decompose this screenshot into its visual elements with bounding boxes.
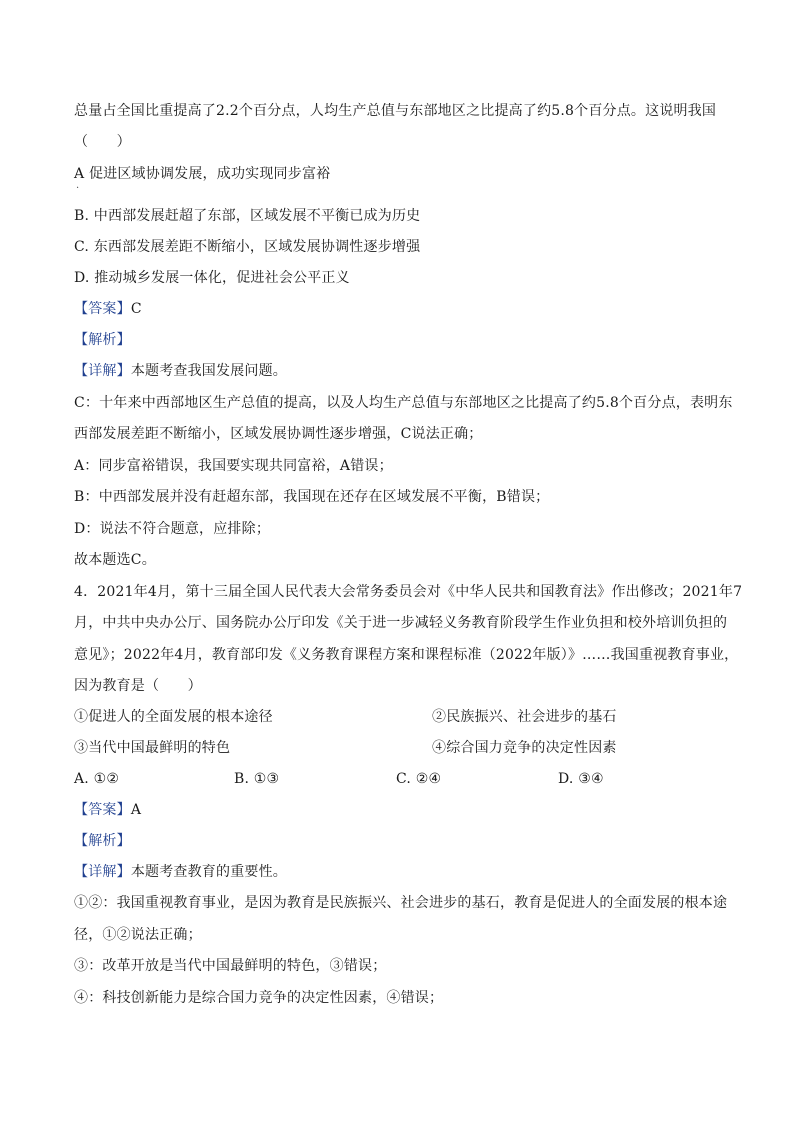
q4-option-d: D. ③④ [558,771,604,787]
q4-explain-line: ③：改革开放是当代中国最鲜明的特色，③错误； [74,958,387,974]
q3-answer-line [74,299,734,319]
q3-explain-line: D：说法不符合题意，应排除； [74,521,271,537]
q4-item-4: ④综合国力竞争的决定性因素 [432,740,617,756]
q3-analysis-tag: 【解析】 [74,332,131,348]
q4-items-row-1 [74,707,734,727]
q3-option-d: D. 推动城乡发展一体化，促进社会公平正义 [74,270,350,286]
q4-detail-line [74,862,734,882]
q4-detail-tag: 【详解】 [74,864,131,880]
q4-detail-text: 本题考查教育的重要性。 [130,864,288,880]
q3-option-a: A 促进区域协调发展，成功实现同步富裕 [74,166,331,182]
q4-option-a: A. ①② [74,771,120,787]
q4-answer-line [74,800,734,820]
q3-detail-tag: 【详解】 [74,363,131,379]
q3-detail-text: 本题考查我国发展问题。 [130,363,288,379]
q3-answer-value: C [130,301,142,317]
q4-explain-line: ④：科技创新能力是综合国力竞争的决定性因素，④错误； [74,990,444,1006]
q3-explain-line: 西部发展差距不断缩小，区域发展协调性逐步增强，C说法正确； [74,426,483,442]
q3-stem-line-1: 总量占全国比重提高了2.2个百分点，人均生产总值与东部地区之比提高了约5.8个百分点。这说明我国 [74,103,717,119]
q3-explain-line: C：十年来中西部地区生产总值的提高，以及人均生产总值与东部地区之比提高了约5.8个百分点，表明东 [74,395,733,411]
q4-explain-line: 径，①②说法正确； [74,927,202,943]
q4-stem-line: 4．2021年4月，第十三届全国人民代表大会常务委员会对《中华人民共和国教育法》作出修改；2021年7 [74,584,743,600]
q4-stem-line: 因为教育是（ ） [74,678,202,694]
q3-stem-blank: （ ） [74,134,131,150]
q4-item-1: ①促进人的全面发展的根本途径 [74,709,273,725]
q4-analysis-tag: 【解析】 [74,833,131,849]
q3-conclusion: 故本题选C。 [74,552,156,568]
q3-option-b: B. 中西部发展赶超了东部，区域发展不平衡已成为历史 [74,208,421,224]
q3-answer-tag: 【答案】 [74,301,131,317]
q3-explain-line: B：中西部发展并没有赶超东部，我国现在还存在区域发展不平衡，B错误； [74,489,550,505]
q4-explain-line: ①②：我国重视教育事业，是因为教育是民族振兴、社会进步的基石，教育是促进人的全面发展的根本途 [74,895,728,911]
q4-items-row-2 [74,738,734,758]
q3-analysis-line [74,330,734,350]
q3-explain-line: A：同步富裕错误，我国要实现共同富裕，A错误； [74,458,393,474]
q4-stem-line: 月，中共中央办公厅、国务院办公厅印发《关于进一步减轻义务教育阶段学生作业负担和校外培训负担的 [74,615,728,631]
q4-analysis-line [74,831,734,851]
q4-answer-tag: 【答案】 [74,802,131,818]
q4-stem-line: 意见》；2022年4月，教育部印发《义务教育课程方案和课程标准（2022年版）》……我国重视教育事业， [74,647,739,663]
stray-mark: · [76,183,80,194]
q3-option-c: C. 东西部发展差距不断缩小，区域发展协调性逐步增强 [74,239,421,255]
q4-item-3: ③当代中国最鲜明的特色 [74,740,231,756]
q4-answer-value: A [130,802,142,818]
q4-item-2: ②民族振兴、社会进步的基石 [432,709,617,725]
q4-option-b: B. ①③ [234,771,280,787]
q4-option-c: C. ②④ [396,771,442,787]
q3-detail-line [74,361,734,381]
q4-options-row [74,769,734,789]
